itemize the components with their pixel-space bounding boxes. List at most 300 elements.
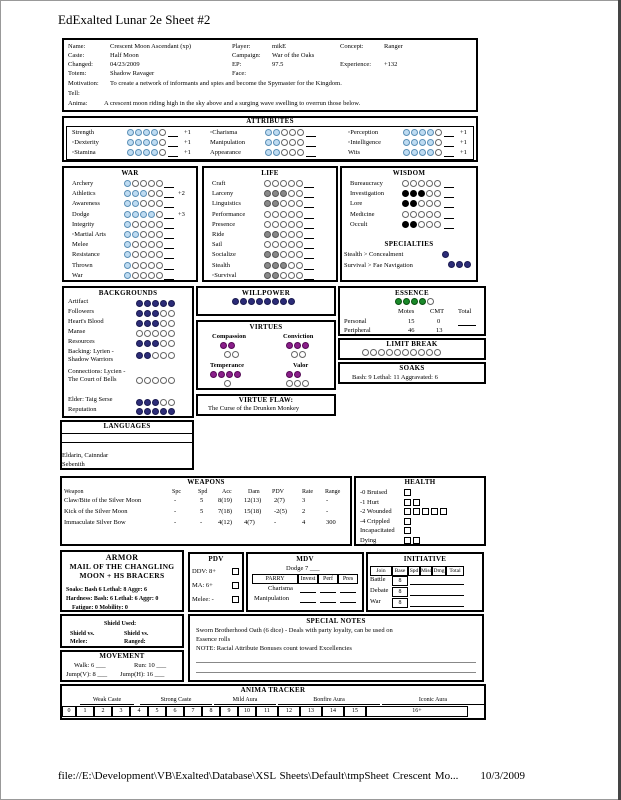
background-7-dots [136,399,175,406]
life-6-name: Sail [212,241,223,249]
dot [124,262,131,269]
war-1-rule [164,197,174,198]
weapon-2-c5: - [274,519,277,526]
wisdom-4-rule [444,228,454,229]
personal-cmt: 0 [437,318,441,325]
background-3-dots [136,330,175,337]
motivation-label: Motivation: [68,80,99,87]
languages-rule-2 [62,442,192,443]
peripheral-total-line [458,334,476,335]
dot [127,129,134,136]
dot [264,180,271,187]
weapon-0-c3: 8(19) [218,497,233,504]
dot [289,149,296,156]
specialty-1: Stealth > Concealment [344,251,404,258]
weapon-0-c6: 3 [302,497,306,504]
war-2-rule [164,207,174,208]
dot [136,300,143,307]
mdv-rule-2c [340,602,356,603]
dot [135,149,142,156]
dot [144,352,151,359]
health-2-box-0 [404,508,411,515]
dot [280,262,287,269]
health-0-box-0 [404,489,411,496]
dot [296,180,303,187]
dot [140,221,147,228]
attr-col3-1-name: ◦Intelligence [348,139,381,146]
health-5-box-1 [413,537,420,544]
movement-jumph: Jump(H): 16 ___ [120,671,165,678]
movement-title: MOVEMENT [99,652,145,660]
attr-col2-1-dots [265,139,304,146]
dot [426,211,433,218]
init-2-rule [410,606,464,607]
war-3-name: Dodge [72,210,90,218]
weapon-1-c6: 2 [302,508,306,515]
essence-cmt-h: CMT [430,308,445,315]
dot [136,310,143,317]
totem-label: Totem: [68,70,87,77]
attr-col3-1-rule [444,146,454,147]
init-0-rule [410,584,464,585]
dot [124,251,131,258]
wisdom-4-dots [402,221,441,228]
life-2-rule [304,207,314,208]
weapon-2-c7: 300 [326,519,336,526]
dot [148,180,155,187]
dot [296,221,303,228]
dot [168,340,175,347]
war-3-rule [164,218,174,219]
background-2-name: Heart's Blood [68,318,104,325]
dot [297,139,304,146]
mdv-h-pres: Pres [338,574,358,584]
dot [419,149,426,156]
background-5-name: Backing: Lyrien - Shadow Warriors [68,348,114,363]
face-label: Face: [232,70,247,77]
changed-label: Changed: [68,61,93,68]
tell-label: Tell: [68,90,80,97]
dot [132,251,139,258]
dot [156,272,163,279]
mdv-title: MDV [296,555,314,563]
health-4-label: Incapacitated [360,527,395,535]
health-1-label: -1 Hurt [360,498,379,506]
armor-soaks: Soaks: Bash 6 Lethal: 8 Aggr: 6 [66,587,148,593]
dot [281,129,288,136]
soaks-title: SOAKS [399,364,425,372]
anima-band-4: Iconic Aura [382,696,484,705]
valor-empty [286,380,309,387]
dot [152,310,159,317]
limit-title: LIMIT BREAK [386,340,438,348]
dot [127,149,134,156]
weapon-2-c3: 4(12) [218,519,233,526]
dot [289,129,296,136]
dot [156,262,163,269]
anima-band-1: Strong Caste [140,696,212,705]
health-5-box-0 [404,537,411,544]
dot [136,377,143,384]
dot [124,190,131,197]
war-2-name: Awareness [72,200,100,208]
dot [136,330,143,337]
dot [418,211,425,218]
weapon-2-c6: 4 [302,519,306,526]
war-6-rule [164,248,174,249]
dot [289,139,296,146]
anima-num-1: 1 [76,706,94,717]
attr-col1-2-rule [168,156,178,157]
movement-walk: Walk: 6 ___ [74,662,106,669]
war-5-dots [124,231,163,238]
dot [148,262,155,269]
notes-rule-1 [196,662,476,663]
experience-value: +132 [384,61,398,68]
essence-total-h: Total [458,308,472,315]
pdv-melee: Melee: - [192,596,214,603]
wisdom-0-name: Bureaucracy [350,180,383,187]
dot [136,399,143,406]
attr-col2-2-rule [306,156,316,157]
dot [124,211,131,218]
ep-value: 97.5 [272,61,284,68]
dot [132,231,139,238]
compassion-label: Compassion [212,333,246,340]
dot [411,139,418,146]
dot [160,330,167,337]
weapons-h-weapon: Weapon [64,489,84,495]
dot [160,340,167,347]
war-5-rule [164,238,174,239]
weapon-2-c2: - [200,519,203,526]
dot [132,221,139,228]
attr-col3-0-bonus: +1 [460,129,467,136]
dot [135,129,142,136]
anima-num-8: 8 [202,706,220,717]
dot [140,231,147,238]
life-7-dots [264,251,303,258]
caste-value: Half Moon [110,52,139,59]
willpower-title: WILLPOWER [241,289,291,297]
mdv-charisma: Charisma [268,585,293,592]
dot [273,139,280,146]
background-7-name: Elder: Taig Serse [68,396,113,403]
dot [148,221,155,228]
weapon-1-c5: -2(5) [274,508,287,515]
personal-label: Personal [344,318,367,325]
dot [402,190,409,197]
war-4-rule [164,228,174,229]
dot [296,211,303,218]
init-0-base: 8 [392,576,408,586]
attr-col1-2-dots [127,149,166,156]
health-0-label: -0 Bruised [360,489,388,496]
pdv-ma: MA: 6+ [192,582,213,589]
dot [136,340,143,347]
dot [410,180,417,187]
attr-col2-0-name: ◦Charisma [210,129,238,136]
dot [132,272,139,279]
flaw-title: VIRTUE FLAW: [238,396,294,404]
dot [419,139,426,146]
life-7-rule [304,258,314,259]
dot [427,149,434,156]
attr-col1-0-bonus: +1 [184,129,191,136]
dot [160,352,167,359]
health-2-box-3 [431,508,438,515]
dot [418,190,425,197]
dot [435,139,442,146]
dot [156,190,163,197]
dot [148,272,155,279]
life-1-dots [264,190,303,197]
campaign-label: Campaign: [232,52,261,59]
dot [132,262,139,269]
life-3-dots [264,211,303,218]
dot [168,320,175,327]
dot [156,211,163,218]
dot [144,300,151,307]
temperance-label: Temperance [210,362,245,369]
ep-label: EP: [232,61,242,68]
anima-num-10: 10 [238,706,256,717]
dot [152,340,159,347]
backgrounds-title: BACKGROUNDS [98,289,158,297]
dot [132,190,139,197]
anima-num-14: 14 [322,706,344,717]
attr-col2-0-dots [265,129,304,136]
init-h-3: Misc [421,568,432,574]
life-0-dots [264,180,303,187]
dot [140,272,147,279]
dot [152,399,159,406]
war-title: WAR [121,169,139,177]
pdv-melee-box [232,596,239,603]
player-value: mikE [272,43,287,50]
armor-title: ARMOR [105,553,139,562]
life-3-rule [304,218,314,219]
anima-num-12: 12 [278,706,300,717]
attr-col2-0-rule [306,136,316,137]
dot [143,139,150,146]
war-7-name: Resistance [72,251,100,259]
campaign-value: War of the Oaks [272,52,315,59]
conviction-label: Conviction [283,333,314,340]
dot [124,231,131,238]
dot [151,139,158,146]
dot [410,190,417,197]
weapon-1-c1: - [174,508,177,515]
mdv-h-invest: Invest [298,574,318,584]
virtues-title: VIRTUES [249,323,283,331]
dot [148,200,155,207]
life-2-name: Linguistics [212,200,241,208]
personal-motes: 15 [408,318,415,325]
dot [265,149,272,156]
dot [280,221,287,228]
dot [152,320,159,327]
life-6-dots [264,241,303,248]
notes-line-1: Sworn Brotherhood Oath (6 dice) - Deals with party loyalty, can be used on [196,627,393,634]
dot [148,241,155,248]
background-1-dots [136,310,175,317]
dot [280,190,287,197]
conviction-empty [291,351,306,358]
dot [168,377,175,384]
health-2-box-1 [413,508,420,515]
dot [434,200,441,207]
init-h-4: Dmg [433,568,445,574]
dot [410,211,417,218]
dot [403,149,410,156]
dot [296,200,303,207]
dot [403,129,410,136]
dot [168,399,175,406]
war-1-bonus: +2 [178,190,185,198]
weapon-0-c5: 2(7) [274,497,285,504]
life-5-name: Ride [212,231,225,238]
conviction-dots [286,342,309,349]
dot [288,251,295,258]
dot [402,221,409,228]
dot [265,129,272,136]
war-0-dots [124,180,163,187]
mdv-rule-1a [300,592,316,593]
dot [410,200,417,207]
dot [132,180,139,187]
dot [418,180,425,187]
wisdom-2-rule [444,207,454,208]
init-0-name: Battle [370,576,386,583]
war-0-rule [164,187,174,188]
language-1: Eldarin, Cainndar [62,452,109,459]
dot [144,310,151,317]
dot [435,129,442,136]
war-6-name: Melee [72,241,89,249]
pdv-ddv-box [232,568,239,575]
dot [296,262,303,269]
concept-value: Ranger [384,43,403,50]
dot [152,377,159,384]
dot [140,251,147,258]
wisdom-3-dots [402,211,441,218]
dot [288,221,295,228]
pdv-ma-box [232,582,239,589]
dot [280,272,287,279]
shield-ranged: Ranged: [124,639,146,645]
dot [160,310,167,317]
background-0-name: Artifact [68,298,89,305]
dot [136,408,143,415]
war-8-rule [164,269,174,270]
essence-dots [395,298,434,305]
background-6-name: Connections: Lycien - The Court of Bells [68,368,126,383]
footer-path-text: file://E:\Development\VB\Exalted\Database\XSL Sheets\Default\tmpSheet Crescent Mo... [58,770,459,782]
essence-motes-h: Motes [398,308,415,315]
dot [148,231,155,238]
dot [280,241,287,248]
specialties-title: SPECIALTIES [384,240,434,248]
background-2-dots [136,320,175,327]
dot [288,241,295,248]
war-1-dots [124,190,163,197]
wisdom-3-name: Medicine [350,210,375,218]
dot [272,211,279,218]
dot [140,190,147,197]
anima-num-5: 5 [148,706,166,717]
life-0-name: Craft [212,180,226,187]
dot [288,190,295,197]
war-5-name: ◦Martial Arts [72,231,106,238]
init-h-0: Join [370,566,392,576]
mdv-rule-2a [300,602,316,603]
dot [152,408,159,415]
background-1-name: Followers [68,308,94,315]
pdv-ddv: DDV: 8+ [192,568,216,575]
dot [288,200,295,207]
dot [264,211,271,218]
attr-col1-2-name: ◦Stamina [72,149,96,156]
attr-col2-1-name: Manipulation [210,139,246,146]
mdv-h-parry: PARRY [252,574,298,584]
wisdom-4-name: Occult [350,220,368,228]
war-4-name: Integrity [72,220,95,228]
background-4-dots [136,340,175,347]
specialty-2: Survival > Fae Navigation [344,262,413,269]
motivation-value: To create a network of informants and spies and become the Spymaster for the Kingdom. [110,80,342,87]
dot [272,241,279,248]
name-value: Crescent Moon Ascendant (xp) [110,43,192,50]
dot [159,149,166,156]
wisdom-1-dots [402,190,441,197]
init-2-name: War [370,598,381,605]
dot [418,200,425,207]
experience-label: Experience: [340,61,372,68]
life-9-name: ◦Survival [212,271,237,279]
dot [144,408,151,415]
dot [159,129,166,136]
dot [156,200,163,207]
willpower-dots [232,298,295,305]
background-0-dots [136,300,175,307]
peripheral-label: Peripheral [344,327,371,334]
life-0-rule [304,187,314,188]
dot [434,221,441,228]
compassion-dots [220,342,235,349]
temperance-dots [210,371,241,378]
dot [426,221,433,228]
dot [135,139,142,146]
dot [272,262,279,269]
dot [264,190,271,197]
mdv-rule-1c [340,592,356,593]
dot [434,180,441,187]
dot [124,200,131,207]
shield-melee: Melee: [70,639,88,645]
attr-col3-1-dots [403,139,442,146]
war-4-dots [124,221,163,228]
health-1-box-0 [404,499,411,506]
dot [156,241,163,248]
wisdom-3-rule [444,218,454,219]
weapons-h-rate: Rate [302,489,313,495]
dot [168,300,175,307]
peripheral-cmt: 13 [436,327,443,334]
dot [272,180,279,187]
weapon-2-c0: Immaculate Silver Bow [64,519,126,526]
dot [264,262,271,269]
